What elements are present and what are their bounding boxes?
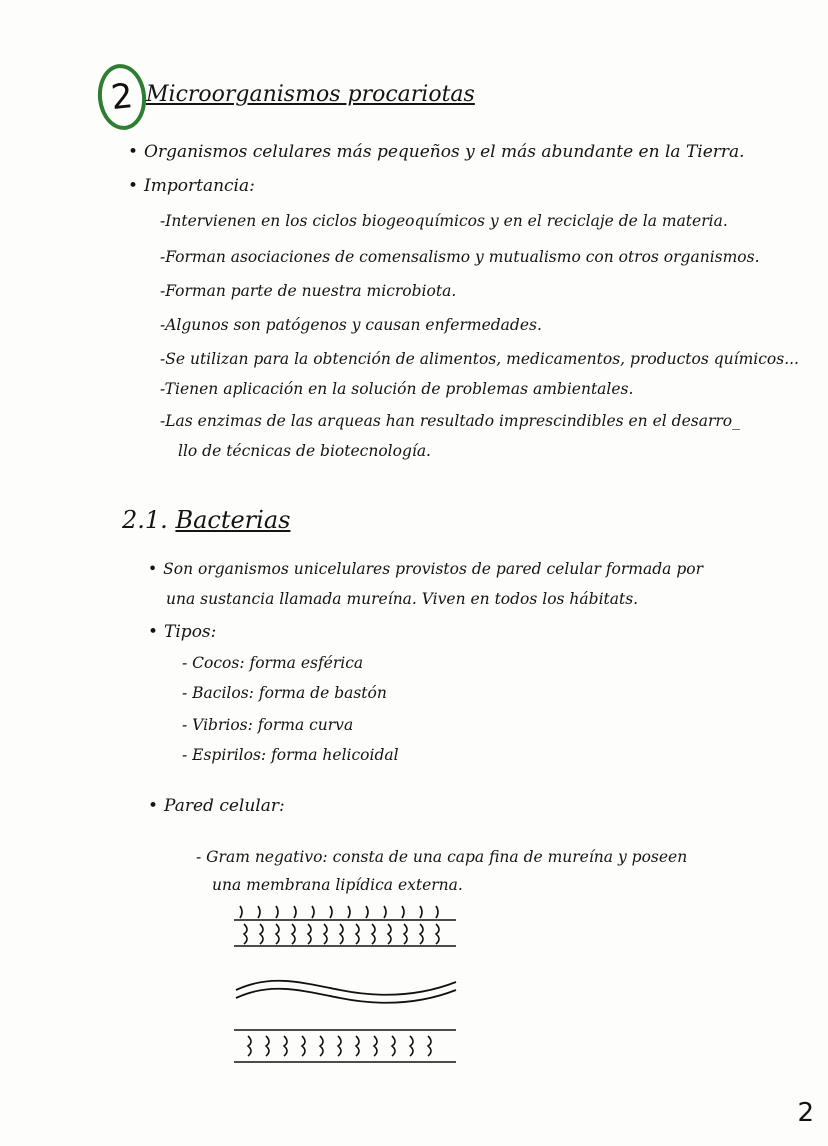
importance-item-6: -Tienen aplicación en la solución de problemas ambientales. bbox=[160, 380, 634, 398]
gram-negative-wall-diagram bbox=[230, 898, 470, 1080]
section-title: Microorganismos procariotas bbox=[146, 82, 475, 107]
importance-item-1: -Intervienen en los ciclos biogeoquímicos y en el reciclaje de la materia. bbox=[160, 212, 728, 230]
subsection-heading bbox=[122, 506, 290, 534]
bacteria-definition: • Son organismos unicelulares provistos de pared celular formada por bbox=[148, 560, 703, 578]
section-line-1: • Organismos celulares más pequeños y el más abundante en la Tierra. bbox=[128, 142, 745, 162]
subsection-title: Bacterias bbox=[175, 506, 291, 534]
gram-negative-line: - Gram negativo: consta de una capa fina de mureína y poseen bbox=[196, 848, 688, 866]
importance-heading: • Importancia: bbox=[128, 176, 255, 196]
type-bacilos: - Bacilos: forma de bastón bbox=[182, 684, 387, 702]
gram-negative-line-cont: una membrana lipídica externa. bbox=[212, 876, 463, 894]
type-cocos: - Cocos: forma esférica bbox=[182, 654, 364, 672]
importance-item-7-cont: llo de técnicas de biotecnología. bbox=[178, 442, 431, 460]
outer-membrane-drawing bbox=[234, 906, 456, 946]
importance-item-7: -Las enzimas de las arqueas han resultado imprescindibles en el desarro_ bbox=[160, 412, 740, 430]
cell-wall-heading: • Pared celular: bbox=[148, 796, 285, 816]
importance-item-3: -Forman parte de nuestra microbiota. bbox=[160, 282, 457, 300]
subsection-number: 2.1. bbox=[122, 506, 168, 534]
type-espirilos: - Espirilos: forma helicoidal bbox=[182, 746, 399, 764]
murein-layer-drawing bbox=[236, 981, 456, 1003]
section-number-circle bbox=[95, 62, 150, 133]
types-heading: • Tipos: bbox=[148, 622, 216, 642]
importance-item-4: -Algunos son patógenos y causan enfermedades. bbox=[160, 316, 542, 334]
page-number: 2 bbox=[797, 1098, 814, 1128]
section-number: 2 bbox=[109, 75, 135, 119]
inner-membrane-drawing bbox=[234, 1030, 456, 1062]
importance-item-5: -Se utilizan para la obtención de alimentos, medicamentos, productos químicos... bbox=[160, 350, 799, 368]
importance-item-2: -Forman asociaciones de comensalismo y mutualismo con otros organismos. bbox=[160, 248, 760, 266]
bacteria-definition-cont: una sustancia llamada mureína. Viven en todos los hábitats. bbox=[166, 590, 639, 608]
type-vibrios: - Vibrios: forma curva bbox=[182, 716, 354, 734]
